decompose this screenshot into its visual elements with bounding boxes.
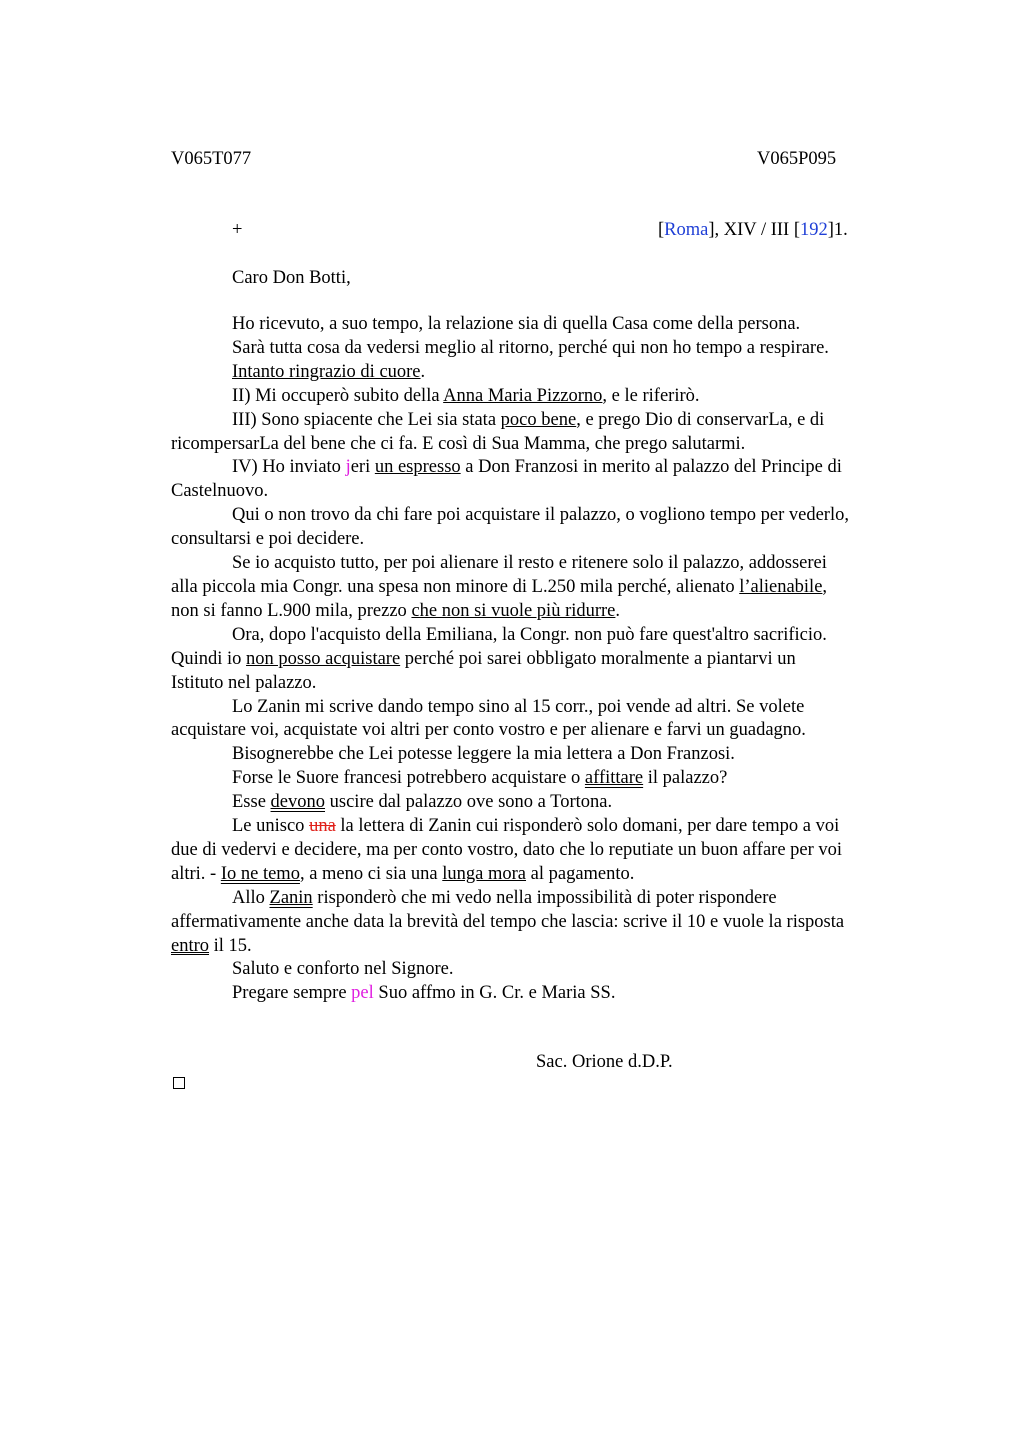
greeting: Caro Don Botti, [232, 268, 351, 288]
underlined-text: Anna Maria Pizzorno [443, 385, 603, 406]
text-fragment: , e le riferirò. [602, 385, 700, 406]
text-fragment: Forse le Suore francesi potrebbero acquistare o [232, 768, 585, 789]
text-line: Ho ricevuto, a suo tempo, la relazione sia di quella Casa come della persona. [232, 314, 801, 334]
text-line [171, 791, 927, 815]
text-fragment: , e prego Dio di conservarLa, e di [576, 409, 825, 430]
text-line: Se io acquisto tutto, per poi alienare il resto e ritenere solo il palazzo, addosserei [232, 553, 827, 574]
text-line: Qui o non trovo da chi fare poi acquistare il palazzo, o vogliono tempo per vederlo, [232, 505, 849, 526]
text-line [171, 935, 927, 959]
text-fragment: Esse [232, 792, 271, 813]
text-fragment: . [420, 361, 426, 382]
text-fragment: Le unisco [232, 816, 310, 837]
text-fragment: il palazzo? [643, 768, 728, 789]
text-line [171, 815, 927, 839]
text-fragment: al pagamento. [526, 863, 635, 884]
text-line: Saluto e conforto nel Signore. [232, 959, 454, 980]
text-fragment: Pregare sempre [232, 983, 352, 1004]
text-line: acquistare voi, acquistate voi altri per conto vostro e per alienare e farvi un guadagno. [171, 720, 806, 741]
text-fragment: , a meno ci sia una [299, 863, 443, 884]
document-code-right: V065P095 [757, 149, 837, 169]
text-fragment: eri [350, 457, 375, 478]
document-code-left: V065T077 [171, 149, 252, 169]
paragraph-1 [171, 313, 927, 385]
date-place: Roma [664, 220, 709, 240]
text-line [171, 600, 927, 624]
underlined-text: poco bene [500, 409, 577, 430]
paragraph-3 [171, 409, 927, 457]
text-fragment: uscire dal palazzo ove sono a Tortona. [325, 792, 613, 813]
paragraph-7 [171, 624, 927, 696]
paragraph-5 [171, 504, 927, 552]
letter-body [171, 313, 927, 1006]
paragraph-10 [171, 767, 927, 791]
text-fragment: Allo [232, 887, 270, 908]
text-fragment: a Don Franzosi in merito al palazzo del Principe di [460, 457, 842, 478]
double-underlined-text: Io ne temo [220, 863, 300, 884]
text-fragment: non si fanno L.900 mila, prezzo [171, 600, 412, 621]
cross-mark: + [232, 220, 243, 240]
text-fragment: perché poi sarei obbligato moralmente a piantarvi un [400, 648, 796, 669]
underlined-text: Intanto ringrazio di cuore [232, 361, 421, 382]
text-fragment: . [615, 600, 621, 621]
date-bracket: [ [658, 220, 665, 240]
underlined-text: l’alienabile [739, 576, 823, 597]
paragraph-4 [171, 456, 927, 504]
text-fragment: risponderò che mi vedo nella impossibilità di poter rispondere [312, 887, 777, 908]
paragraph-6 [171, 552, 927, 624]
text-fragment: altri. - [171, 863, 221, 884]
underlined-text: che non si vuole più ridurre [411, 600, 616, 621]
underlined-text: lunga mora [442, 863, 527, 884]
text-line [171, 648, 927, 672]
text-fragment: alla piccola mia Congr. una spesa non minore di L.250 mila perché, alienato [171, 576, 740, 597]
paragraph-15 [171, 982, 927, 1006]
paragraph-13 [171, 887, 927, 959]
text-line: ricompersarLa del bene che ci fa. E così di Sua Mamma, che prego salutarmi. [171, 433, 746, 454]
correction-letter: j [345, 457, 351, 478]
paragraph-12 [171, 815, 927, 887]
double-underlined-text: entro [171, 935, 210, 956]
text-line: due di vedervi e decidere, ma per conto vostro, dato che lo reputiate un buon affare per voi [171, 839, 843, 860]
underlined-text: non posso acquistare [246, 648, 401, 669]
text-fragment: Suo affmo in G. Cr. e Maria SS. [373, 983, 616, 1004]
double-underlined-text: affittare [584, 768, 644, 789]
text-line: Castelnuovo. [171, 481, 269, 502]
signature: Sac. Orione d.D.P. [536, 1052, 673, 1072]
paragraph-11 [171, 791, 927, 815]
text-line: Istituto nel palazzo. [171, 672, 317, 693]
date-year-end: ]1. [827, 220, 848, 240]
double-underlined-text: Zanin [269, 887, 313, 908]
paragraph-14 [171, 958, 927, 982]
deleted-word: una [309, 816, 336, 837]
text-line [171, 385, 927, 409]
text-line [171, 361, 927, 385]
text-fragment: Quindi io [171, 648, 247, 669]
text-fragment: III) Sono spiacente che Lei sia stata [232, 409, 501, 430]
end-square-icon [173, 1077, 185, 1089]
paragraph-9 [171, 743, 927, 767]
text-fragment: il 15. [209, 935, 252, 956]
text-line [171, 863, 927, 887]
underlined-text: un espresso [374, 457, 461, 478]
text-line [171, 887, 927, 911]
text-line: Lo Zanin mi scrive dando tempo sino al 15 corr., poi vende ad altri. Se volete [232, 696, 805, 717]
dateline [658, 218, 848, 242]
text-line [171, 576, 927, 600]
text-line [171, 409, 927, 433]
date-year-part: 192 [800, 220, 828, 240]
text-line: Bisognerebbe che Lei potesse leggere la mia lettera a Don Franzosi. [232, 744, 735, 765]
text-fragment: la lettera di Zanin cui risponderò solo domani, per dare tempo a voi [335, 816, 840, 837]
text-line [171, 456, 927, 480]
text-line: Sarà tutta cosa da vedersi meglio al ritorno, perché qui non ho tempo a respirare. [232, 337, 829, 358]
paragraph-8 [171, 696, 927, 744]
text-line [171, 767, 927, 791]
text-line: consultarsi e poi decidere. [171, 529, 365, 550]
correction-word: pel [351, 983, 374, 1004]
date-day-month: ], XIV / III [ [708, 220, 800, 240]
text-line: Ora, dopo l'acquisto della Emiliana, la Congr. non può fare quest'altro sacrificio. [232, 624, 827, 645]
text-fragment: II) Mi occuperò subito della [232, 385, 444, 406]
text-fragment: , [822, 576, 828, 597]
text-fragment: IV) Ho inviato [232, 457, 346, 478]
text-line [171, 982, 927, 1006]
double-underlined-text: devono [270, 792, 326, 813]
paragraph-2 [171, 385, 927, 409]
text-line: affermativamente anche data la brevità del tempo che lascia: scrive il 10 e vuole la risposta [171, 911, 845, 932]
